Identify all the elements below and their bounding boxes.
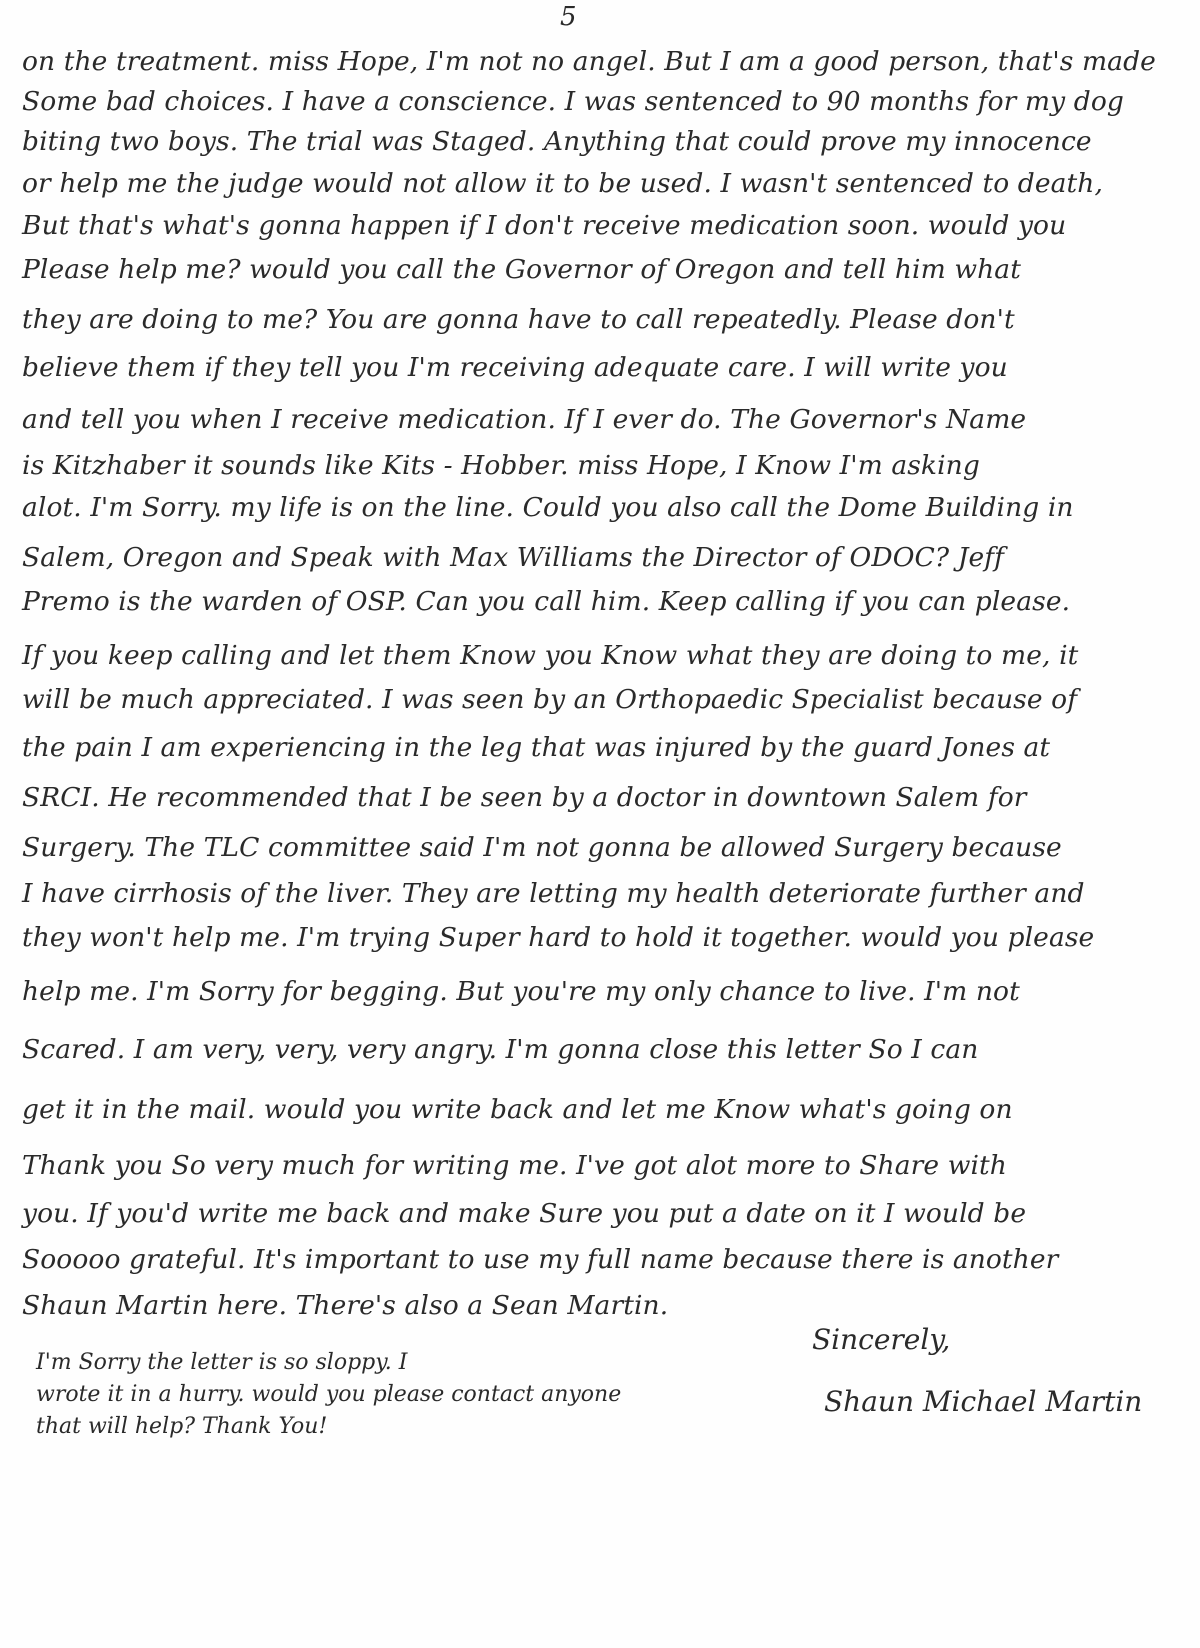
letter-line: Some bad choices. I have a conscience. I was sentenced to 90 months for my dog bbox=[22, 86, 1124, 117]
letter-line: I have cirrhosis of the liver. They are letting my health deteriorate further and bbox=[22, 878, 1085, 909]
postscript-line: wrote it in a hurry. would you please contact anyone bbox=[36, 1382, 622, 1407]
letter-line: believe them if they tell you I'm receiving adequate care. I will write you bbox=[22, 352, 1008, 383]
letter-line: they are doing to me? You are gonna have to call repeatedly. Please don't bbox=[22, 304, 1015, 335]
letter-line: Premo is the warden of OSP. Can you call him. Keep calling if you can please. bbox=[22, 586, 1071, 617]
letter-line: But that's what's gonna happen if I don't receive medication soon. would you bbox=[22, 210, 1067, 241]
letter-line: the pain I am experiencing in the leg that was injured by the guard Jones at bbox=[22, 732, 1051, 763]
letter-line: on the treatment. miss Hope, I'm not no angel. But I am a good person, that's made bbox=[22, 46, 1156, 77]
postscript-line: I'm Sorry the letter is so sloppy. I bbox=[36, 1350, 408, 1375]
postscript-line: that will help? Thank You! bbox=[36, 1414, 328, 1439]
letter-line: alot. I'm Sorry. my life is on the line. Could you also call the Dome Building in bbox=[22, 492, 1074, 523]
page-number: 5 bbox=[560, 2, 577, 32]
letter-line: is Kitzhaber it sounds like Kits - Hobber. miss Hope, I Know I'm asking bbox=[22, 450, 980, 481]
letter-line: If you keep calling and let them Know you Know what they are doing to me, it bbox=[22, 640, 1079, 671]
letter-line: Scared. I am very, very, very angry. I'm gonna close this letter So I can bbox=[22, 1034, 979, 1065]
letter-line: and tell you when I receive medication. If I ever do. The Governor's Name bbox=[22, 404, 1027, 435]
letter-line: Thank you So very much for writing me. I've got alot more to Share with bbox=[22, 1150, 1007, 1181]
letter-line: Sooooo grateful. It's important to use my full name because there is another bbox=[22, 1244, 1059, 1275]
letter-line: Surgery. The TLC committee said I'm not gonna be allowed Surgery because bbox=[22, 832, 1062, 863]
letter-line: SRCI. He recommended that I be seen by a doctor in downtown Salem for bbox=[22, 782, 1027, 813]
letter-line: Please help me? would you call the Governor of Oregon and tell him what bbox=[22, 254, 1021, 285]
letter-line: biting two boys. The trial was Staged. Anything that could prove my innocence bbox=[22, 126, 1092, 157]
letter-line: they won't help me. I'm trying Super hard to hold it together. would you please bbox=[22, 922, 1095, 953]
signature: Shaun Michael Martin bbox=[824, 1385, 1143, 1418]
letter-line: Shaun Martin here. There's also a Sean Martin. bbox=[22, 1290, 669, 1321]
letter-line: you. If you'd write me back and make Sure you put a date on it I would be bbox=[22, 1198, 1027, 1229]
closing-block bbox=[812, 1320, 1142, 1422]
letter-line: help me. I'm Sorry for begging. But you're my only chance to live. I'm not bbox=[22, 976, 1020, 1007]
letter-line: will be much appreciated. I was seen by an Orthopaedic Specialist because of bbox=[22, 684, 1078, 715]
letter-line: get it in the mail. would you write back and let me Know what's going on bbox=[22, 1094, 1013, 1125]
letter-line: or help me the judge would not allow it to be used. I wasn't sentenced to death, bbox=[22, 168, 1103, 199]
closing-salutation: Sincerely, bbox=[812, 1323, 951, 1356]
letter-line: Salem, Oregon and Speak with Max Williams the Director of ODOC? Jeff bbox=[22, 542, 1005, 573]
